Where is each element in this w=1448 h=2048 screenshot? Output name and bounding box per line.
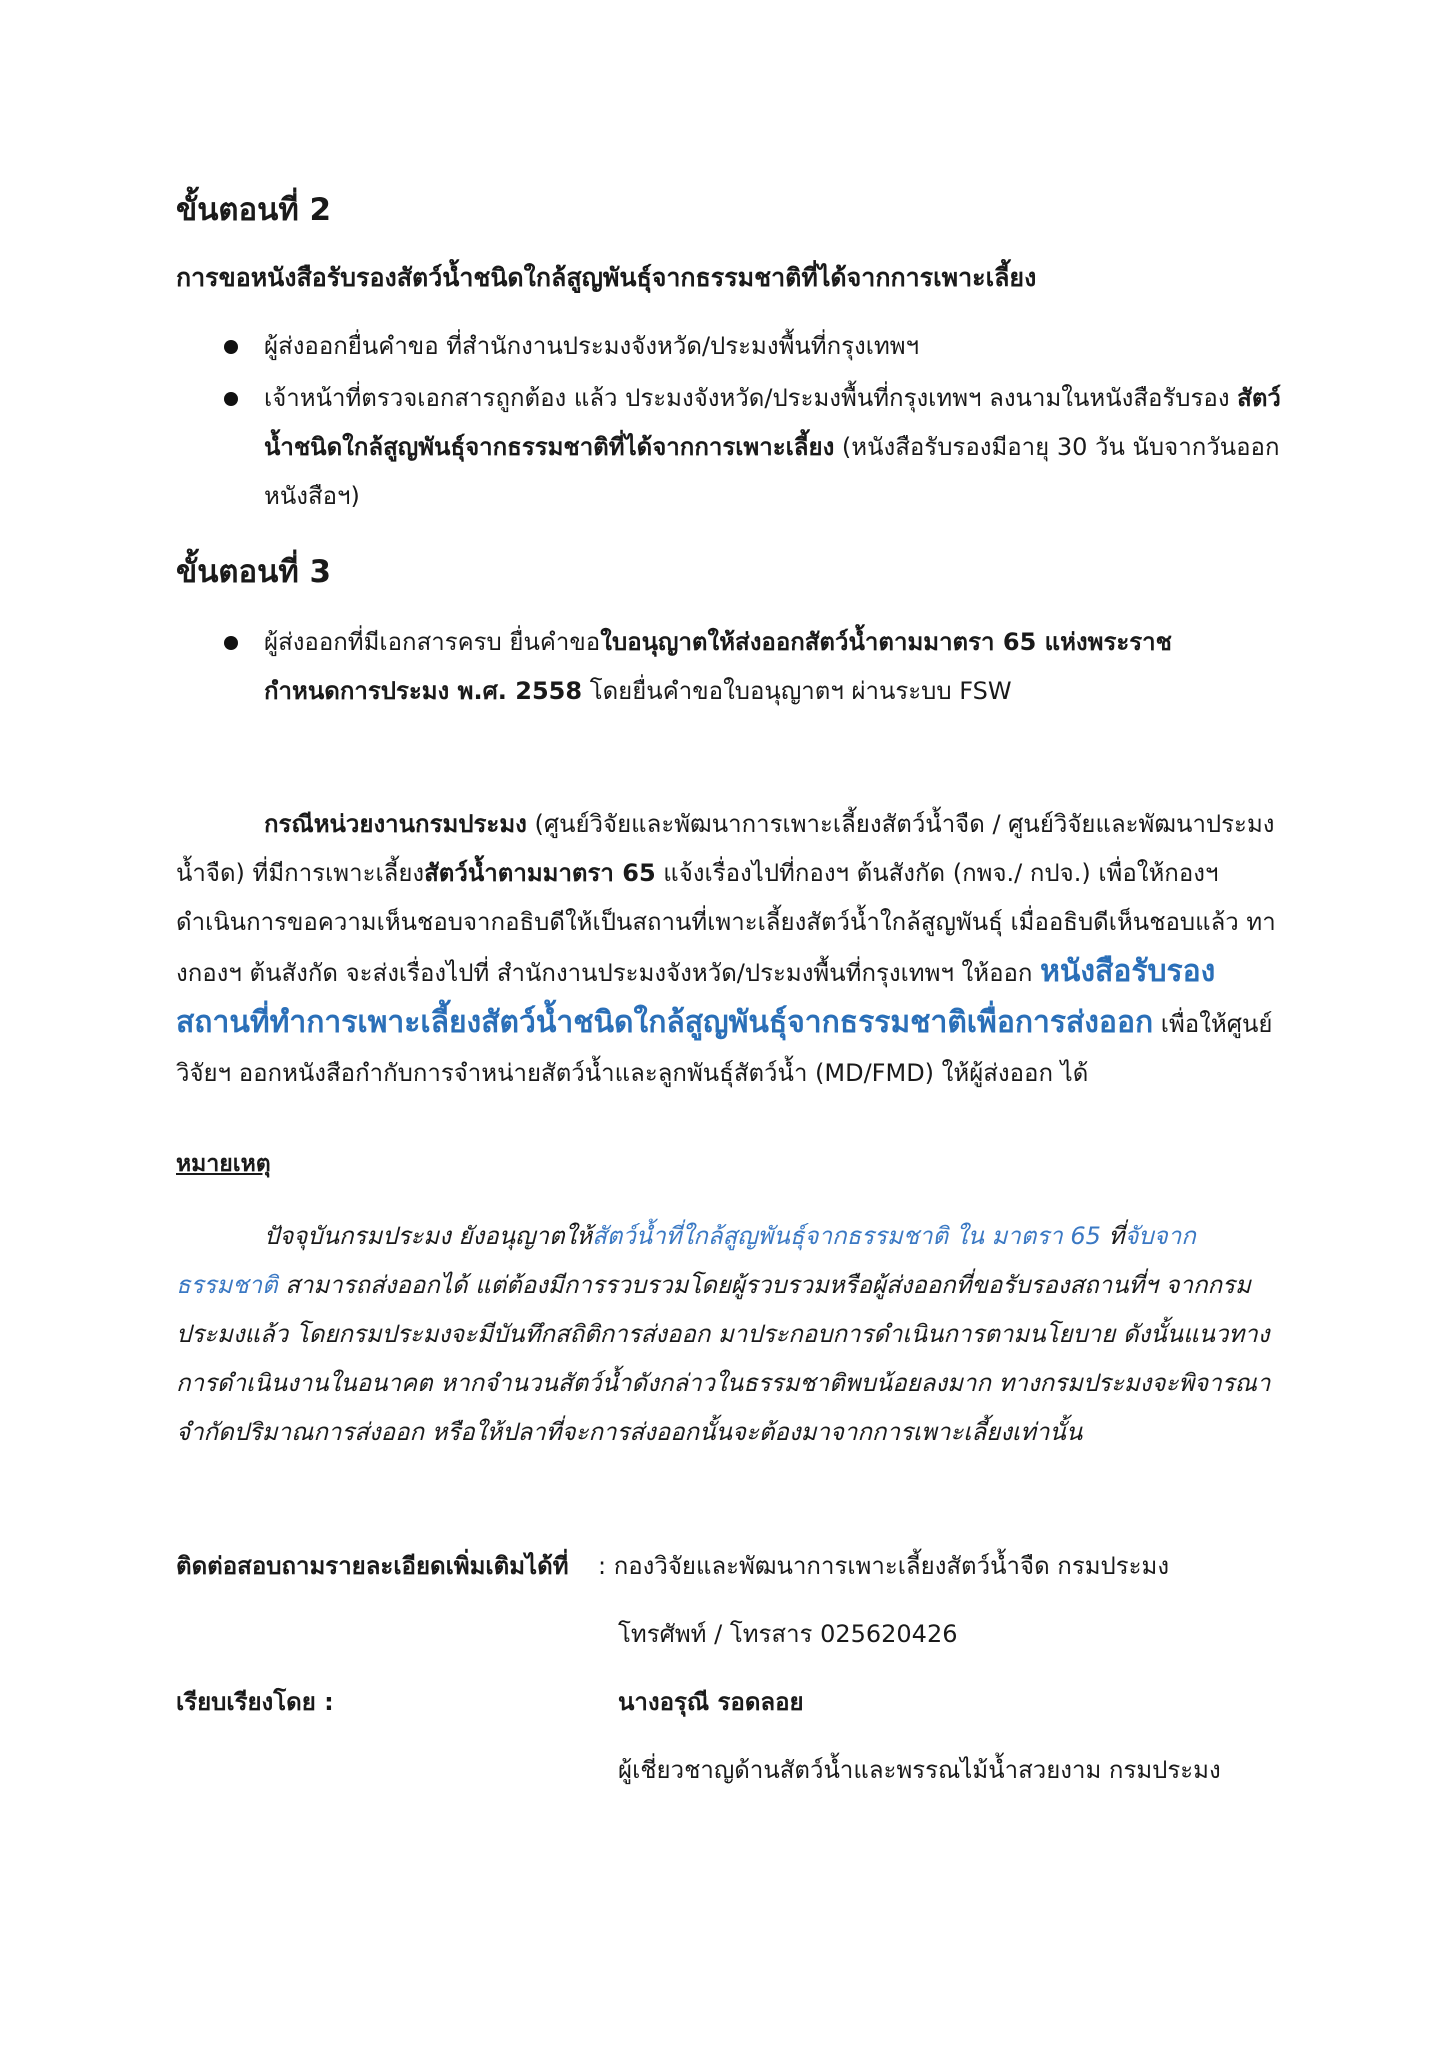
contact-label: ติดต่อสอบถามรายละเอียดเพิ่มเติมได้ที่	[176, 1552, 569, 1580]
note-label: หมายเหตุ	[176, 1151, 271, 1177]
author-name: นางอรุณี รอดลอย	[618, 1688, 804, 1716]
note-highlight-1: สัตว์น้ำที่ใกล้สูญพันธุ์จากธรรมชาติ ใน มาตรา 65	[592, 1222, 1101, 1250]
step2-bullet-2	[224, 374, 1284, 521]
step3-heading: ขั้นตอนที่ 3	[176, 554, 332, 590]
bullet-text-bold: ใบอนุญาตให้ส่งออกสัตว์น้ำตามมาตรา 65 แห่งพระราชกำหนดการประมง พ.ศ. 2558	[264, 628, 1172, 705]
prepared-by-label: เรียบเรียงโดย :	[176, 1688, 334, 1716]
step2-heading: ขั้นตอนที่ 2	[176, 192, 332, 228]
note-text-3: สามารถส่งออกได้ แต่ต้องมีการรวบรวมโดยผู้รวบรวมหรือผู้ส่งออกที่ขอรับรองสถานที่ฯ จากกรมประมงแล้ว โดยกรมประมงจะมีบันทึกสถิติการส่งออก มาประกอบการดำเนินการตามนโยบาย ดังนั้นแนวทางการดำเนินงานในอนาคต หากจำนวนสัตว์น้ำดังกล่าวในธรรมชาติพบน้อยลงมาก ทางกรมประมงจะพิจารณาจำกัดปริมาณการส่งออก หรือให้ปลาที่จะการส่งออกนั้นจะต้องมาจากการเพาะเลี้ยงเท่านั้น	[176, 1271, 1271, 1446]
department-case-bold: สัตว์น้ำตามมาตรา 65	[424, 859, 656, 887]
contact-value: : กองวิจัยและพัฒนาการเพาะเลี้ยงสัตว์น้ำจืด กรมประมง	[598, 1552, 1170, 1580]
department-case-text-2: แจ้งเรื่องไปที่กองฯ ต้นสังกัด (กพจ./ กปจ.) เพื่อให้กองฯ ดำเนินการขอความเห็นชอบจากอธิบดีให้เป็นสถานที่เพาะเลี้ยงสัตว์น้ำใกล้สูญพันธุ์ เมื่ออธิบดีเห็นชอบแล้ว ทางกองฯ ต้นสังกัด จะส่งเรื่องไปที่ สำนักงานประมงจังหวัด/ประมงพื้นที่กรุงเทพฯ ให้ออก	[176, 859, 1276, 987]
note-text-2: ที่	[1100, 1222, 1125, 1250]
bullet-text	[264, 374, 1284, 521]
certificate-title-highlight: หนังสือรับรองสถานที่ทำการเพาะเลี้ยงสัตว์น้ำชนิดใกล้สูญพันธุ์จากธรรมชาติเพื่อการส่งออก	[176, 954, 1216, 1040]
bullet-icon	[224, 340, 238, 354]
note-text-1: ปัจจุบันกรมประมง ยังอนุญาตให้	[264, 1222, 593, 1250]
bullet-text-pre: เจ้าหน้าที่ตรวจเอกสารถูกต้อง แล้ว ประมงจังหวัด/ประมงพื้นที่กรุงเทพฯ ลงนามในหนังสือรับรอง	[264, 384, 1238, 412]
bullet-text-bold: สัตว์น้ำชนิดใกล้สูญพันธุ์จากธรรมชาติที่ได้จากการเพาะเลี้ยง	[264, 384, 1281, 461]
bullet-text-post: (หนังสือรับรองมีอายุ 30 วัน นับจากวันออกหนังสือฯ)	[264, 433, 1280, 510]
author-title: ผู้เชี่ยวชาญด้านสัตว์น้ำและพรรณไม้น้ำสวยงาม กรมประมง	[618, 1756, 1221, 1784]
department-case-paragraph	[176, 800, 1286, 1098]
department-case-text-3: เพื่อให้ศูนย์วิจัยฯ ออกหนังสือกำกับการจำหน่ายสัตว์น้ำและลูกพันธุ์สัตว์น้ำ (MD/FMD) ให้ผู้ส่งออก ได้	[176, 1010, 1273, 1087]
step3-bullet-1	[224, 618, 1284, 716]
note-highlight-2: จับจากธรรมชาติ	[176, 1222, 1196, 1299]
bullet-text: ผู้ส่งออกยื่นคำขอ ที่สำนักงานประมงจังหวัด/ประมงพื้นที่กรุงเทพฯ	[264, 332, 920, 360]
bullet-text-pre: ผู้ส่งออกที่มีเอกสารครบ ยื่นคำขอ	[264, 628, 601, 656]
department-case-text-1: (ศูนย์วิจัยและพัฒนาการเพาะเลี้ยงสัตว์น้ำจืด / ศูนย์วิจัยและพัฒนาประมงน้ำจืด) ที่มีการเพาะเลี้ยง	[176, 810, 1275, 887]
bullet-icon	[224, 636, 238, 650]
step2-subheading: การขอหนังสือรับรองสัตว์น้ำชนิดใกล้สูญพันธุ์จากธรรมชาติที่ได้จากการเพาะเลี้ยง	[176, 263, 1037, 292]
contact-phone: โทรศัพท์ / โทรสาร 025620426	[618, 1620, 958, 1648]
bullet-text	[264, 618, 1284, 716]
note-paragraph	[176, 1212, 1286, 1457]
bullet-text-post: โดยยื่นคำขอใบอนุญาตฯ ผ่านระบบ FSW	[582, 677, 1012, 705]
department-case-lead: กรณีหน่วยงานกรมประมง	[264, 810, 527, 838]
bullet-icon	[224, 392, 238, 406]
step2-bullet-1	[224, 322, 1284, 371]
